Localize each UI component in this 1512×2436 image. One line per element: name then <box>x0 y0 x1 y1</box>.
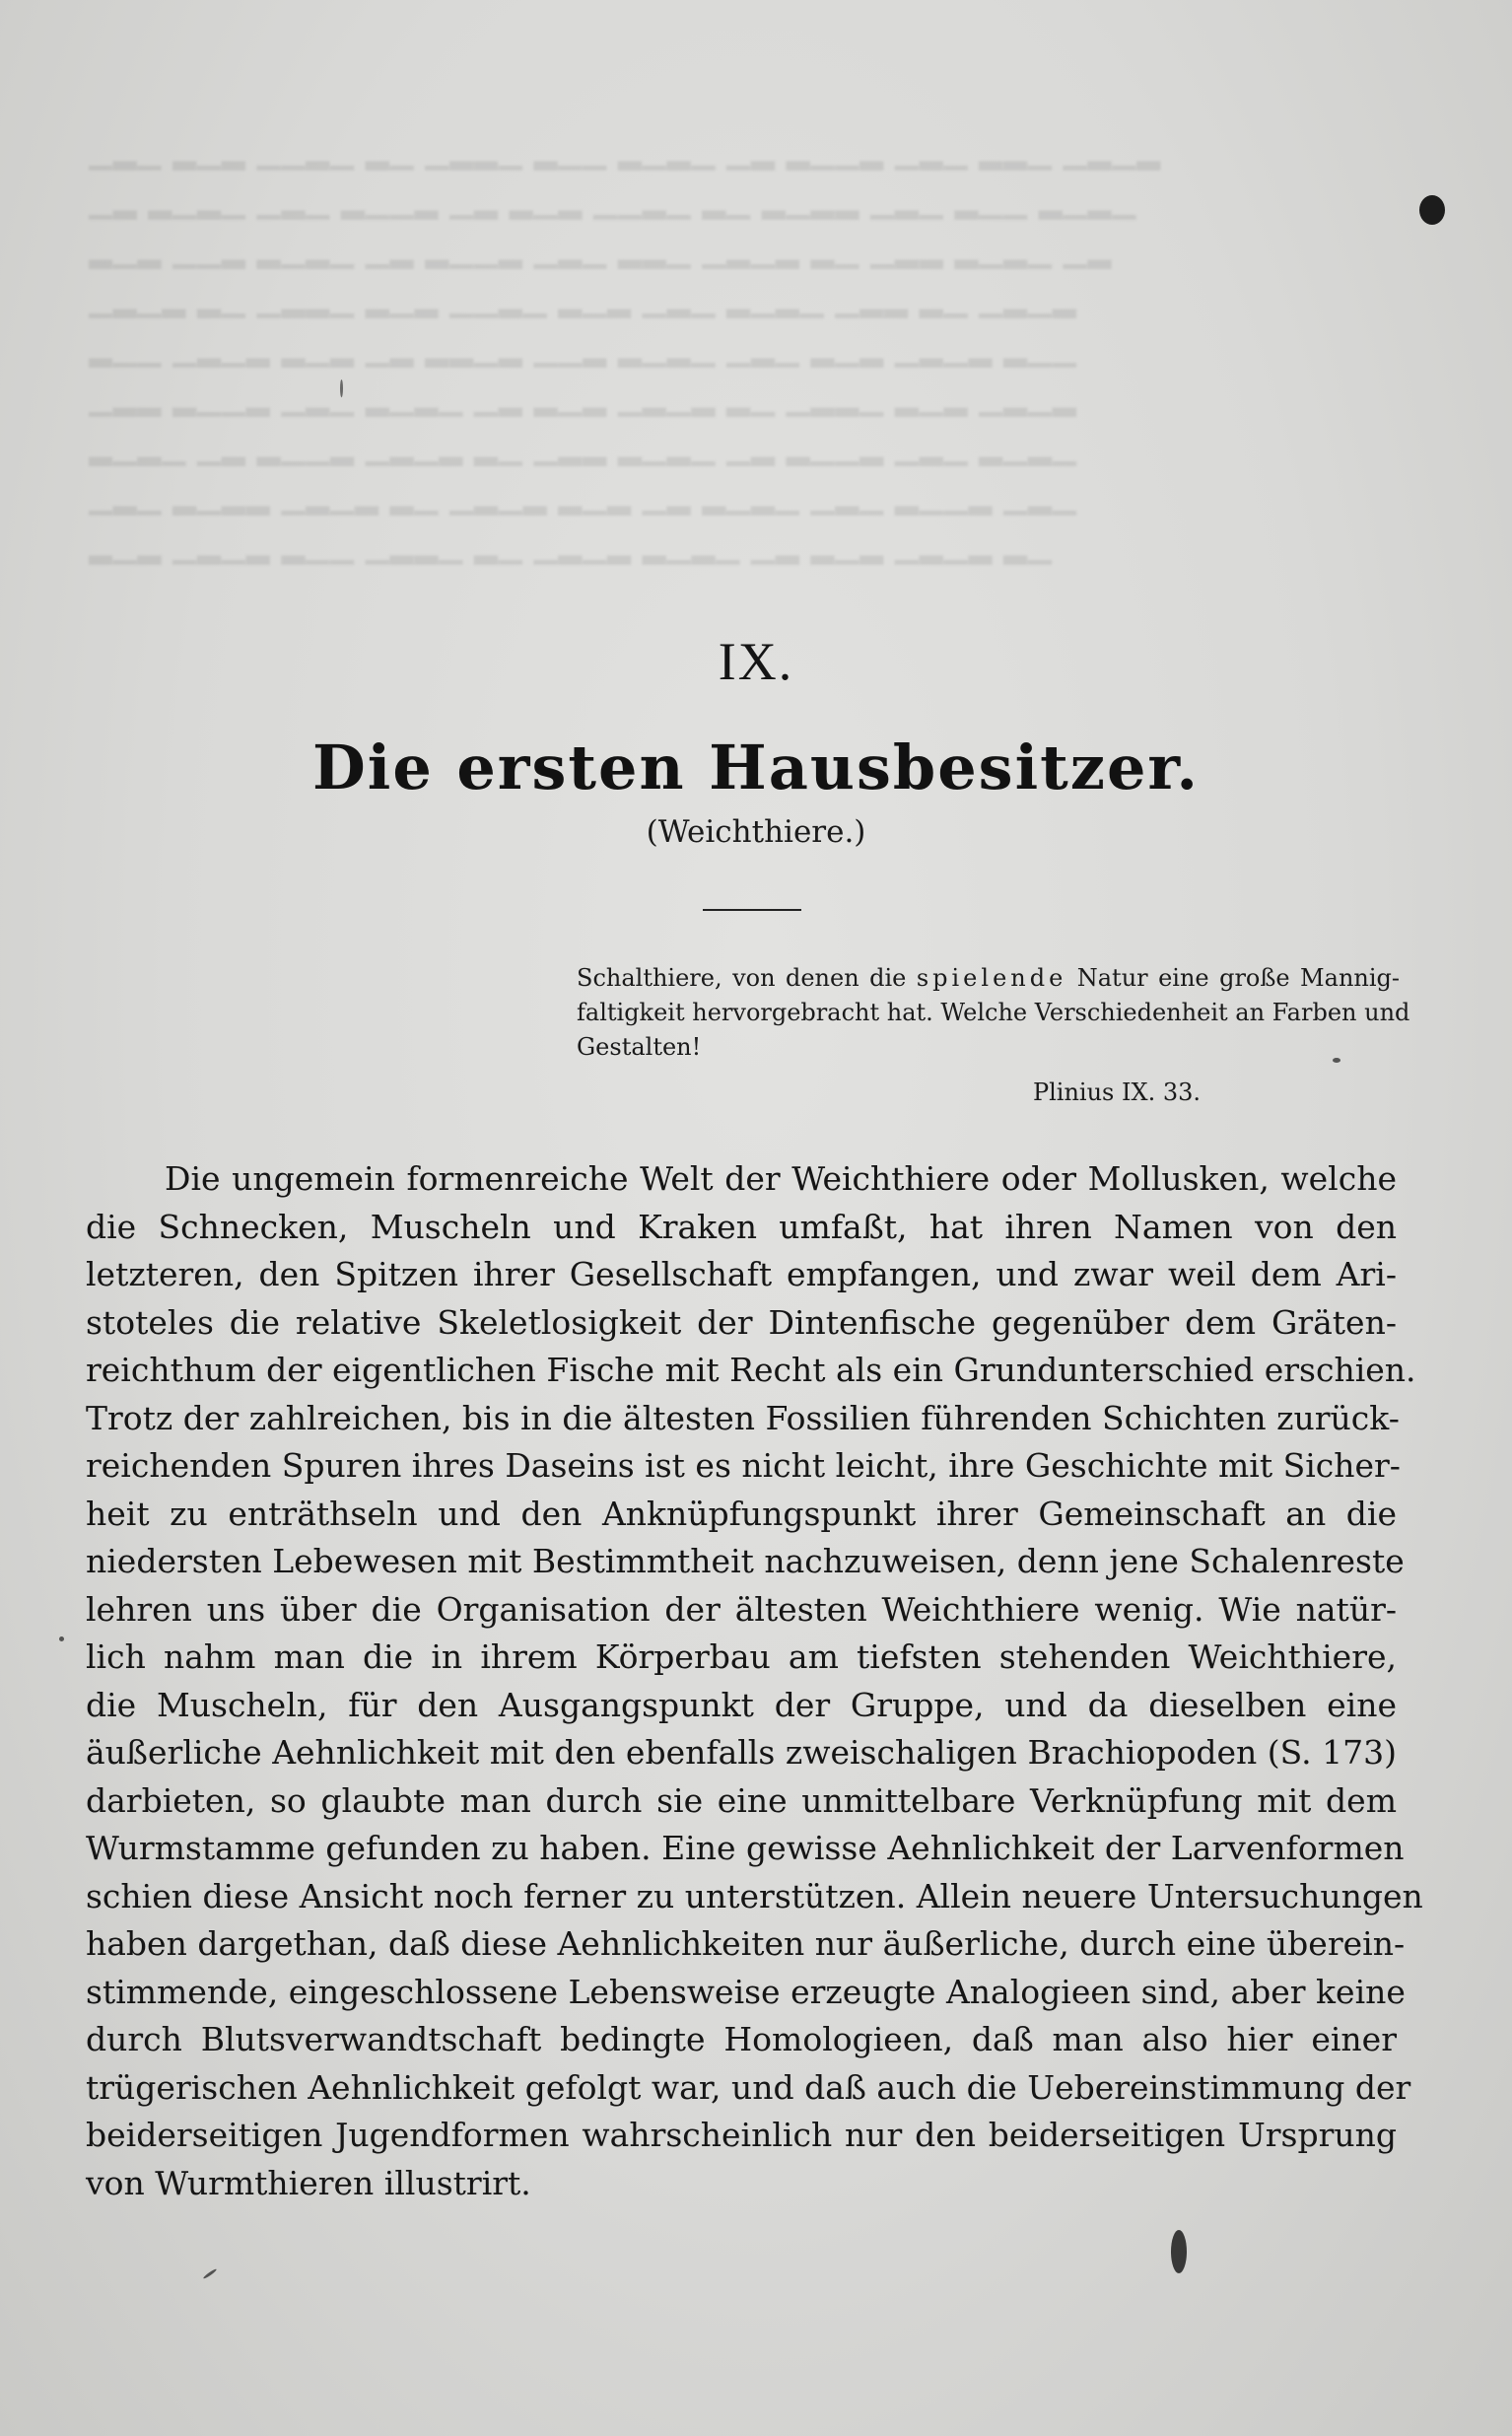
text-line: die Muscheln, für den Ausgangspunkt der Gruppe, und da dieselben eine <box>86 1685 1397 1724</box>
body-paragraph <box>86 1155 1423 2207</box>
chapter-number: IX. <box>718 632 794 691</box>
scan-speck <box>1171 2230 1187 2273</box>
text-line: darbieten, so glaubte man durch sie eine unmittelbare Verknüpfung mit dem <box>86 1780 1397 1820</box>
scan-speck <box>1419 195 1445 225</box>
chapter-subtitle: (Weichthiere.) <box>646 814 866 850</box>
text-line: äußerliche Aehnlichkeit mit den ebenfalls zweischaligen Brachiopoden (S. 173) <box>86 1733 1397 1772</box>
show-through-texture: ▁▂▁ ▂▁▂ ▁▁▂▁ ▂▁ ▁▂▂▁ ▂▁▁ ▂▁▂▁ ▁▂ ▂▁▁▂ ▁▂▁ ▂▂▁ ▁▂▁▂ ▁▂ ▂▁▂▁ ▁▂▁ ▂▁▁▂ ▁▂ ▂▁▂ ▁▁▂▁ ▂▁ ▂▁▂▂ ▁▂▁ ▂▁▁ ▂▁▂▁ ▂▁▂ ▁▁▂ ▂▁▂▁ ▁▂ ▂▁▁▂ ▁▂▁ ▂▂▁ ▁▂▁▂ ▂▁ ▁▂▂ ▂▁▂▁ ▁▂ ▁▂▁▂ ▂▁ ▁▂▂▁ ▂▁▂ ▁▁▂▁ ▂▁▂ ▁▂▁ ▂▁▂▁ ▁▂▂ ▂▁ ▁▂▁▂ ▂▁▁ ▁▂▁▂ ▂▁▂ ▁▂ ▂▂▁▂ ▁▁▂ ▂▁▂▁ ▁▂▁ ▂▁▂ ▁▂▁▂ ▂▁▁ ▁▂▂ ▂▁▁▂ ▁▂▁ ▂▁▂▁ ▁▂ ▂▁▂ ▁▂▁▂ ▂▁ ▁▂▂▁ ▂▁▂ ▁▂▁▂ ▂▁▂▁ ▁▂ ▂▁▁▂ ▁▂▁▂ ▂▁ ▁▂▂ ▂▁▂▁ ▁▂ ▂▁▁▂ ▁▂▁ ▂▁▂▁ ▁▂▁ ▂▁▂▂ ▁▂▁▂ ▂▁ ▁▂▁▂ ▂▁▂ ▁▂ ▂▁▂▁ ▁▂▁ ▂▁▁▂ ▁▂▁ ▂▁▂ ▁▂▁▂ ▂▁▁ ▁▂▂▁ ▂▁ ▁▂▁▂ ▂▁▂▁ ▁▂ ▂▁▂ ▁▂▁▂ ▂▁ <box>89 135 1162 565</box>
scan-speck <box>59 1636 64 1641</box>
scan-speck <box>203 2268 218 2280</box>
text-line: haben dargethan, daß diese Aehnlichkeiten nur äußerliche, durch eine überein- <box>86 1924 1406 1963</box>
text-line: letzteren, den Spitzen ihrer Gesellschaft empfangen, und zwar weil dem Ari- <box>86 1255 1397 1293</box>
text-line: niedersten Lebewesen mit Bestimmtheit nachzuweisen, denn jene Schalenreste <box>86 1542 1405 1580</box>
text-line: reichenden Spuren ihres Daseins ist es nicht leicht, ihre Geschichte mit Sicher- <box>86 1446 1401 1485</box>
text-line: stimmende, eingeschlossene Lebensweise erzeugte Analogieen sind, aber keine <box>86 1972 1406 2011</box>
text-line: schien diese Ansicht noch ferner zu unterstützen. Allein neuere Untersuchungen <box>86 1876 1423 1915</box>
text-line: heit zu enträthseln und den Anknüpfungspunkt ihrer Gemeinschaft an die <box>86 1494 1397 1533</box>
epigraph-line: Gestalten! <box>577 1033 702 1061</box>
text-line: Trotz der zahlreichen, bis in die ältesten Fossilien führenden Schichten zurück- <box>86 1398 1400 1437</box>
chapter-title: Die ersten Hausbesitzer. <box>312 731 1200 803</box>
scan-speck <box>340 380 343 397</box>
text-line: beiderseitigen Jugendformen wahrscheinlich nur den beiderseitigen Ursprung <box>86 2116 1397 2154</box>
text-line: stoteles die relative Skeletlosigkeit der Dintenfische gegenüber dem Gräten- <box>86 1302 1397 1342</box>
text-line: Wurmstamme gefunden zu haben. Eine gewisse Aehnlichkeit der Larvenformen <box>86 1829 1405 1867</box>
text-line: reichthum der eigentlichen Fische mit Recht als ein Grundunterschied erschien. <box>86 1351 1416 1389</box>
text-line: von Wurmthieren illustrirt. <box>86 2163 531 2202</box>
text-line: Die ungemein formenreiche Welt der Weichthiere oder Mollusken, welche <box>165 1159 1397 1198</box>
epigraph-source: Plinius IX. 33. <box>1032 1079 1201 1106</box>
text-line: die Schnecken, Muscheln und Kraken umfaßt, hat ihren Namen von den <box>86 1207 1397 1246</box>
epigraph <box>577 961 1410 1065</box>
text-line: trügerischen Aehnlichkeit gefolgt war, und daß auch die Uebereinstimmung der <box>86 2067 1411 2107</box>
text-line: lehren uns über die Organisation der ältesten Weichthiere wenig. Wie natür- <box>86 1589 1397 1629</box>
epigraph-line: faltigkeit hervorgebracht hat. Welche Verschiedenheit an Farben und <box>577 999 1410 1026</box>
epigraph-line: Schalthiere, von denen die spielende Natur eine große Mannig- <box>577 964 1401 992</box>
text-line: durch Blutsverwandtschaft bedingte Homologieen, daß man also hier einer <box>86 2020 1397 2058</box>
divider-rule <box>703 909 801 911</box>
text-line: lich nahm man die in ihrem Körperbau am tiefsten stehenden Weichthiere, <box>86 1637 1397 1676</box>
